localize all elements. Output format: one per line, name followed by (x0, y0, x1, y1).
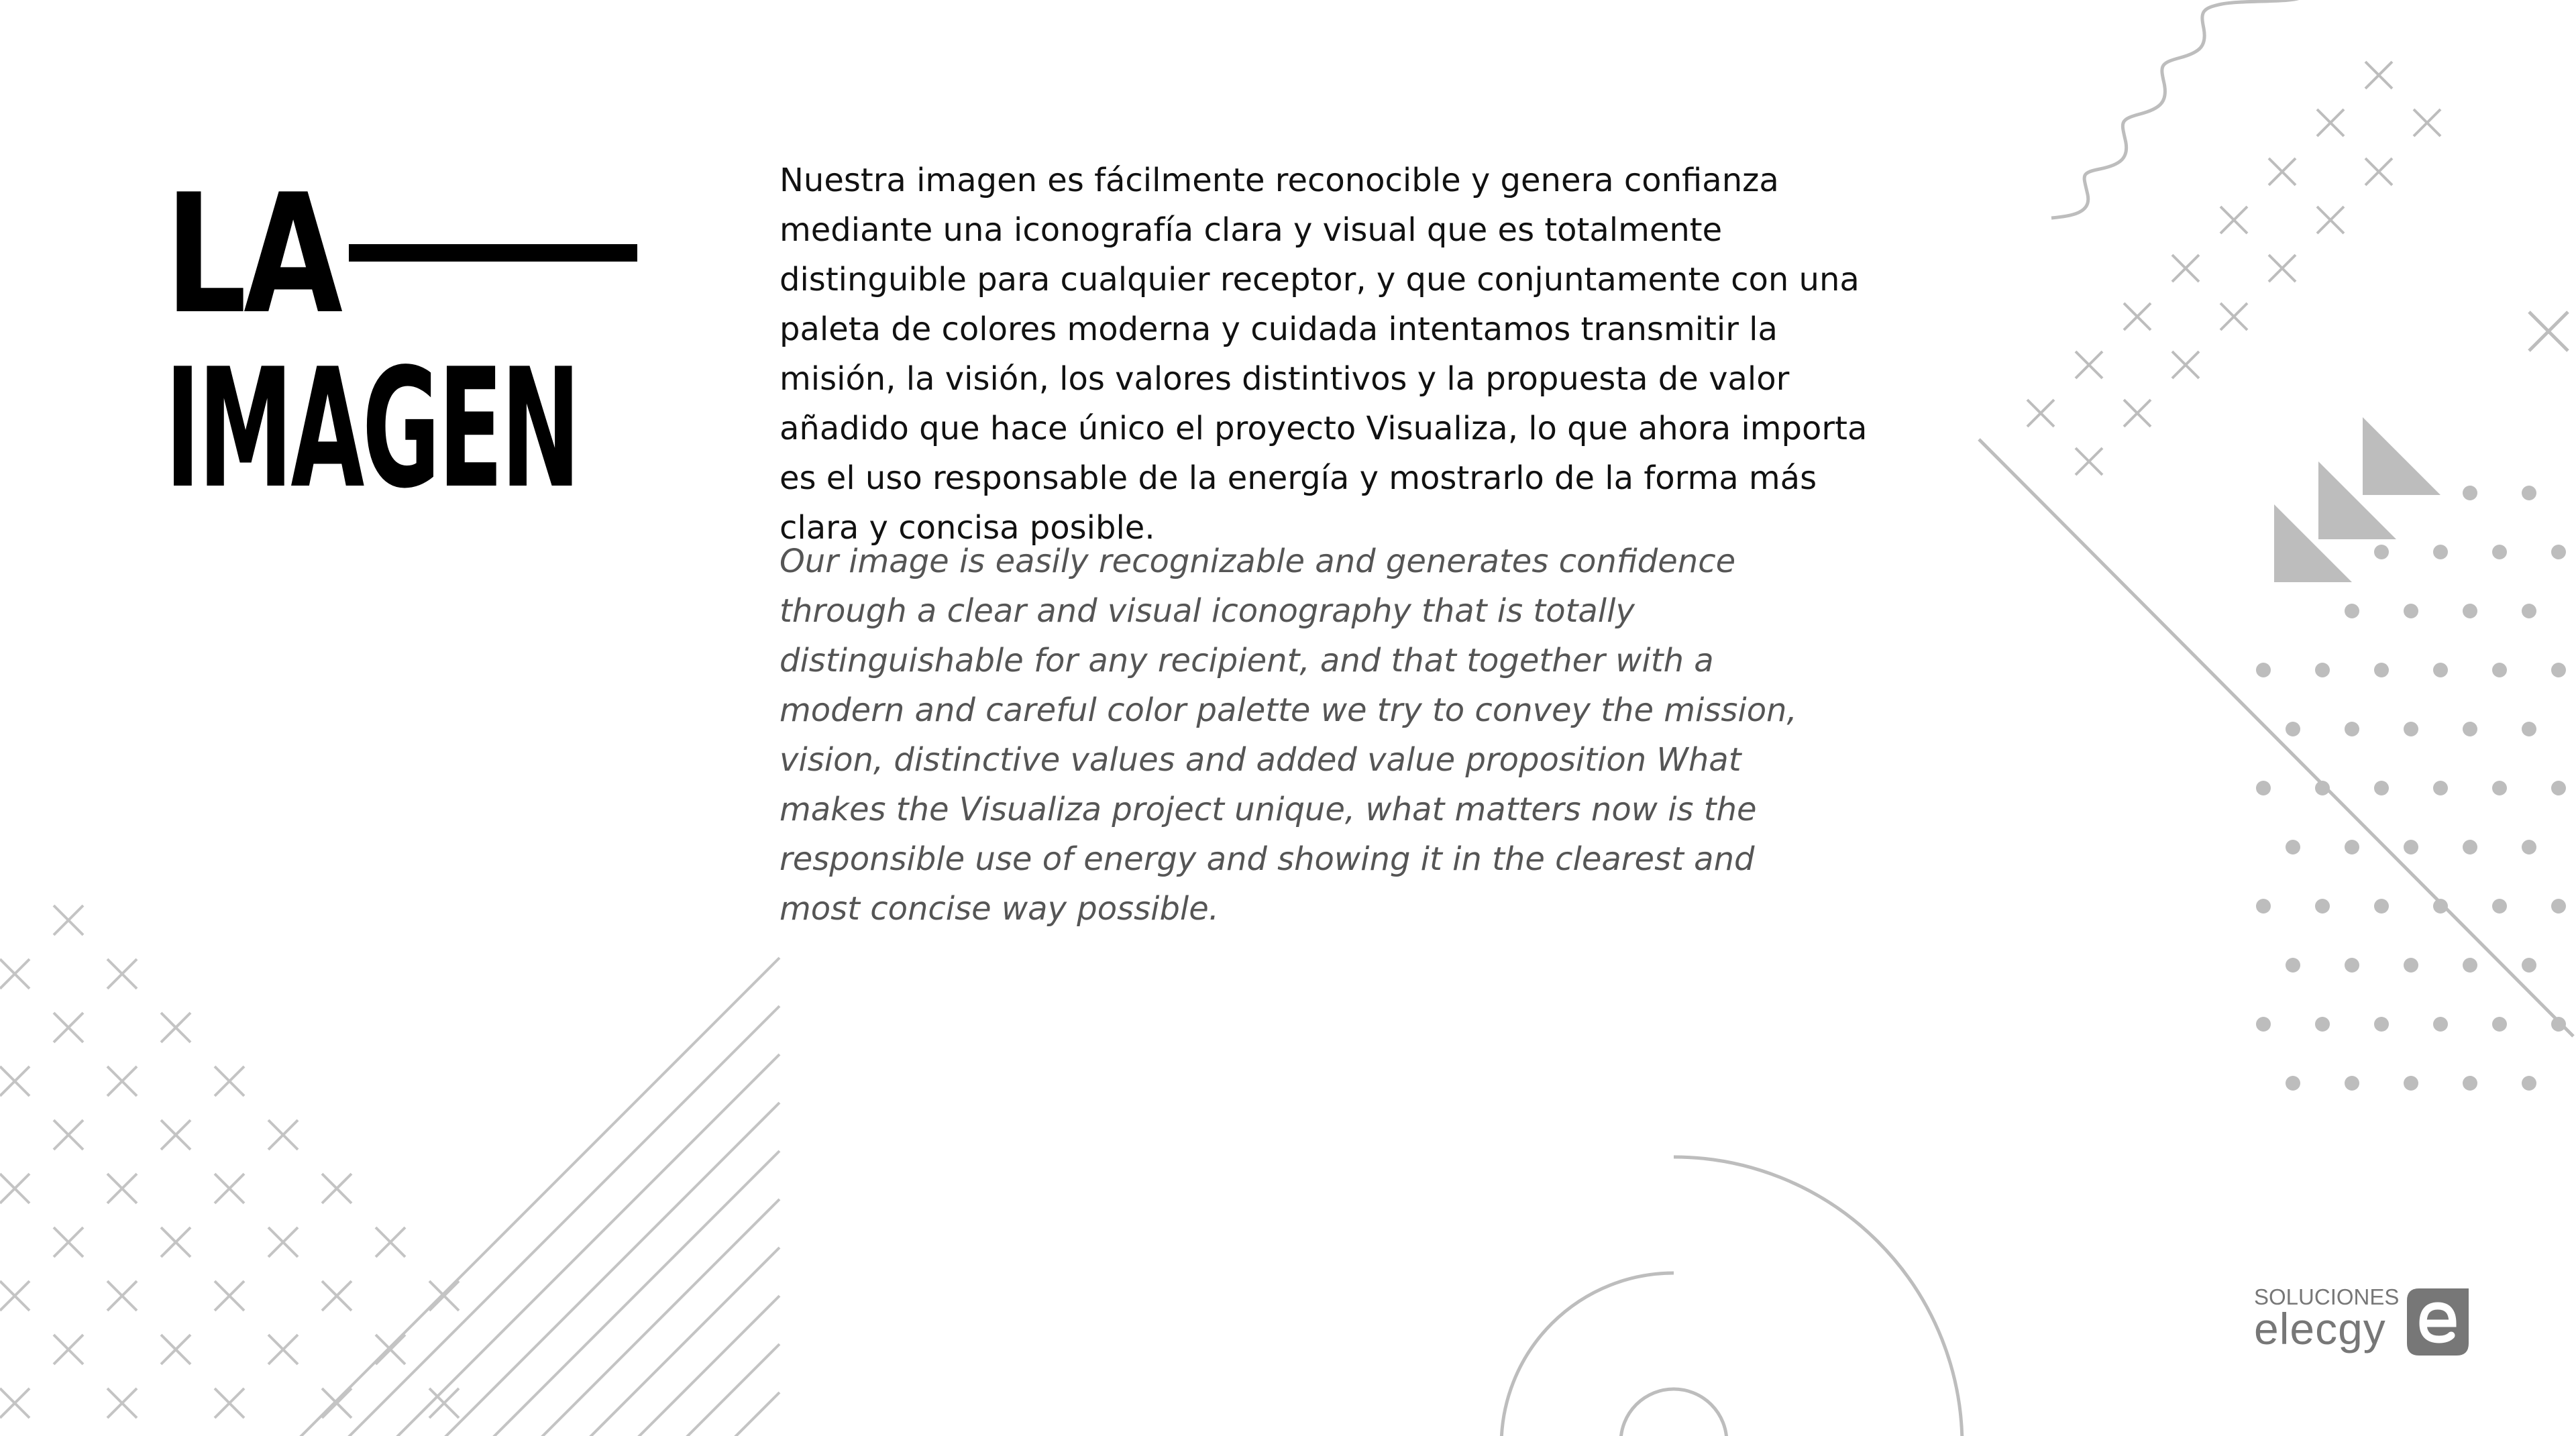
body-text-english: Our image is easily recognizable and generates confidence through a clear and visual iconography that is totally distinguishable for any recipient, and that together with a modern and careful color palette we try to convey the mission, vision, distinctive values and added value proposition What makes the Visualiza project unique, what matters now is the responsible use of energy and showing it in the clearest and most concise way possible. (780, 543, 1797, 928)
logo-mark-icon (2407, 1288, 2469, 1356)
body-text-spanish: Nuestra imagen es fácilmente reconocible y genera confianza mediante una iconografía clara y visual que es totalmente distinguible para cualquier receptor, y que conjuntamente con una paleta de colores moderna y cuidada intentamos transmitir la misión, la visión, los valores distintivos y la propuesta de valor añadido que hace único el proyecto Visualiza, lo que ahora importa es el uso responsable de la energía y mostrarlo de la forma más clara y concisa posible. (780, 162, 1868, 547)
triangle-shape (2318, 461, 2396, 539)
title-line-1: LA (165, 159, 340, 350)
title-dash (349, 244, 637, 262)
diagonal-lines-pattern (261, 958, 780, 1436)
triangle-shape (2363, 417, 2440, 495)
x-pattern-left (0, 905, 459, 1418)
small-arc (1621, 1389, 1727, 1436)
x-pattern-right (2027, 62, 2440, 475)
company-logo (2254, 1284, 2475, 1358)
medium-arc (1501, 1273, 1674, 1436)
wavy-line (2051, 0, 2301, 218)
large-arc (1674, 1157, 1962, 1436)
logo-bottom-text: elecgy (2254, 1304, 2386, 1354)
title-line-2: IMAGEN (165, 333, 579, 524)
triangle-shape (2274, 504, 2352, 582)
page-title (165, 159, 877, 524)
dot-grid-pattern (2256, 486, 2566, 1091)
logo-top-text: SOLUCIONES (2254, 1284, 2400, 1309)
long-diagonal-line (1979, 439, 2573, 1036)
